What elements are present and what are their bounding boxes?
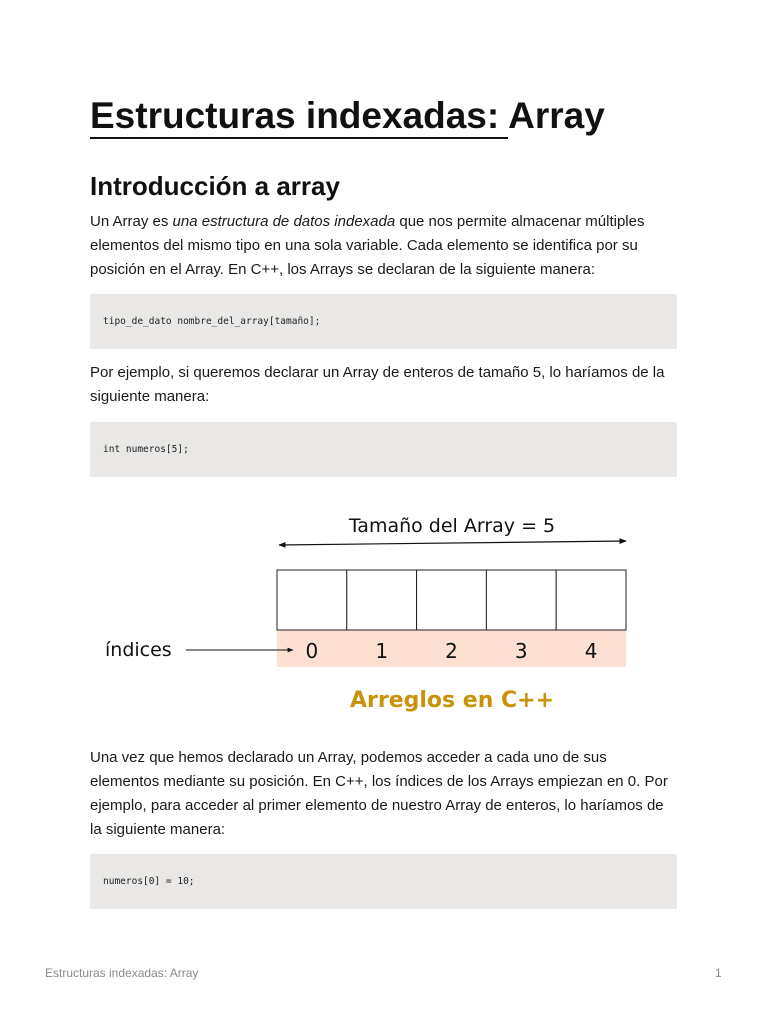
index-label: 1 [375, 639, 389, 663]
code-block-declaration: tipo_de_dato nombre_del_array[tamaño]; [90, 294, 677, 349]
page-title: Estructuras indexadas: Array [90, 95, 605, 136]
diagram-caption: Arreglos en C++ [349, 688, 555, 713]
intro-emphasis: una estructura de datos indexada [172, 213, 396, 230]
index-label: 3 [514, 639, 528, 663]
index-label: 2 [445, 639, 458, 663]
array-cell [277, 570, 347, 630]
footer-title: Estructuras indexadas: Array [45, 966, 199, 980]
array-cell [486, 570, 556, 630]
code-block-access: numeros[0] = 10; [90, 854, 677, 909]
index-label: 4 [584, 639, 598, 663]
section-heading: Introducción a array [90, 171, 340, 201]
array-cell [347, 570, 417, 630]
indices-label: índices [105, 639, 172, 661]
example-paragraph: Por ejemplo, si queremos declarar un Array de enteros de tamaño 5, lo haríamos de la siguiente manera: [90, 364, 665, 405]
intro-text-start: Un Array es [90, 213, 173, 230]
array-size-label: Tamaño del Array = 5 [348, 515, 556, 537]
access-paragraph: Una vez que hemos declarado un Array, podemos acceder a cada uno de sus elementos mediante su posición. En C++, los índices de los Arrays empiezan en 0. Por ejemplo, para acceder al primer elemento de nuestro Array de enteros, lo haríamos de la siguiente manera: [90, 749, 668, 838]
index-label: 0 [305, 639, 319, 663]
size-double-arrow [279, 541, 626, 545]
array-cell [417, 570, 487, 630]
footer-page-number: 1 [715, 966, 722, 980]
intro-text-end: que nos permite almacenar múltiples elementos del mismo tipo en una sola variable. Cada elemento se identifica por su posición en el Array. En C++, los Arrays se declaran de la siguiente manera: [90, 213, 645, 278]
array-cell [556, 570, 626, 630]
code-block-example: int numeros[5]; [90, 422, 677, 477]
